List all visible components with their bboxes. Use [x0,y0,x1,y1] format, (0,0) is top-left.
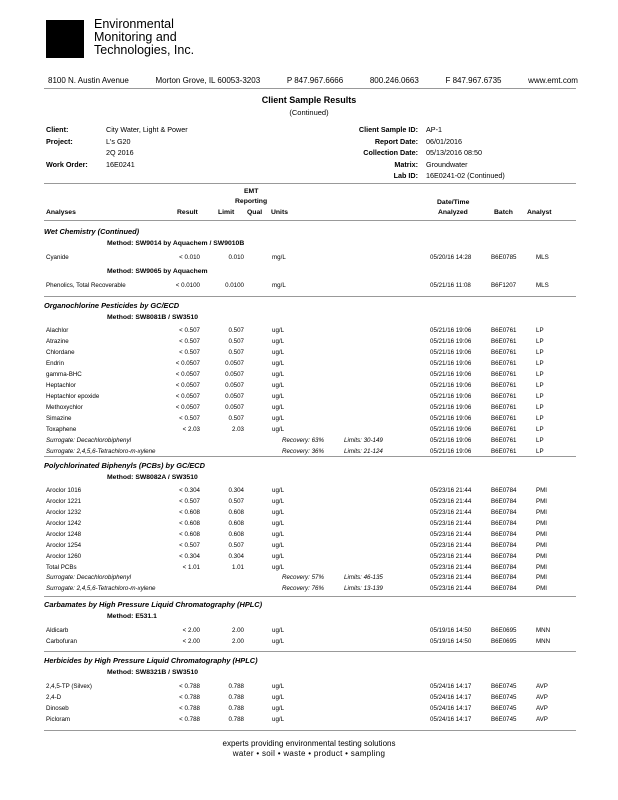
table-row [44,382,576,393]
reporting-limit: 0.507 [228,327,244,334]
batch: B6E0761 [491,437,517,444]
columns-divider [44,220,576,221]
reporting-limit: 0.0507 [225,404,244,411]
table-row [44,360,576,371]
batch: B6E0784 [491,553,517,560]
analyst: LP [536,327,544,334]
date-analyzed: 05/24/16 14:17 [430,705,472,712]
batch: B6E0784 [491,574,517,581]
footer-tagline: experts providing environmental testing solutions [222,739,396,748]
method-pcb: Method: SW8082A / SW3510 [107,474,198,481]
units: ug/L [272,404,285,411]
units: ug/L [272,487,285,494]
analyst: PMI [536,542,548,549]
col-datetime: Date/Time [437,199,470,206]
date-analyzed: 05/21/16 11:08 [430,282,471,289]
limits: Limits: 21-124 [344,448,383,455]
date-analyzed: 05/21/16 19:06 [430,426,472,433]
units: ug/L [272,694,285,701]
labid-label: Lab ID: [393,171,418,180]
date-analyzed: 05/23/16 21:44 [430,564,472,571]
units: ug/L [272,349,285,356]
workorder-label: Work Order: [46,160,88,169]
date-analyzed: 05/24/16 14:17 [430,683,472,690]
batch: B6E0785 [491,254,517,261]
collection-value: 05/13/2016 08:50 [426,148,482,157]
company-logo [46,20,84,58]
reporting-limit: 0.788 [228,716,244,723]
date-analyzed: 05/19/16 14:50 [430,627,472,634]
website: www.emt.com [528,76,578,85]
units: ug/L [272,553,285,560]
col-result: Result [177,209,198,216]
batch: B6E0761 [491,371,517,378]
analyst: AVP [536,683,548,690]
batch: B6E0784 [491,498,517,505]
reporting-limit: 0.304 [228,553,244,560]
section-organochlorine: Organochlorine Pesticides by GC/ECD [44,301,180,310]
units: ug/L [272,382,285,389]
units: ug/L [272,638,285,645]
analyte-name: Total PCBs [46,564,77,571]
batch: B6E0695 [491,627,517,634]
surrogate-row [44,585,576,596]
result: < 0.0507 [175,371,200,378]
matrix-label: Matrix: [394,160,418,169]
batch: B6E0761 [491,415,517,422]
analyst: LP [536,426,544,433]
date-analyzed: 05/20/16 14:28 [430,254,472,261]
batch: B6F1207 [491,282,517,289]
result: < 0.304 [179,487,200,494]
analyst: AVP [536,694,548,701]
table-row [44,520,576,531]
reporting-limit: 0.507 [228,498,244,505]
units: ug/L [272,716,285,723]
reporting-limit: 0.788 [228,683,244,690]
analyte-name: Dinoseb [46,705,69,712]
result: < 0.0507 [175,360,200,367]
analyst: LP [536,338,544,345]
analyte-name: Aroclor 1254 [46,542,82,549]
units: ug/L [272,683,285,690]
batch: B6E0784 [491,531,517,538]
analyst: MLS [536,254,549,261]
analyst: PMI [536,487,548,494]
table-row [44,487,576,498]
analyte-name: Aroclor 1016 [46,487,82,494]
table-row [44,694,576,705]
analyte-name: Heptachlor epoxide [46,393,100,400]
analyte-name: Methoxychlor [46,404,83,411]
col-emt: EMT [244,188,259,195]
section-divider [44,651,576,652]
batch: B6E0784 [491,487,517,494]
header-divider [44,88,576,89]
client-label: Client: [46,125,69,134]
analyte-name: Aroclor 1232 [46,509,82,516]
section-carbamates: Carbamates by High Pressure Liquid Chromatography (HPLC) [44,600,263,609]
date-analyzed: 05/21/16 19:06 [430,371,472,378]
date-analyzed: 05/23/16 21:44 [430,574,472,581]
col-reporting: Reporting [235,198,268,205]
units: mg/L [272,282,286,289]
table-row [44,349,576,360]
result: < 1.01 [182,564,200,571]
section-wet-chemistry: Wet Chemistry (Continued) [44,227,140,236]
date-analyzed: 05/21/16 19:06 [430,338,472,345]
company-line-2: Monitoring and [94,30,177,44]
table-row [44,498,576,509]
section-divider [44,596,576,597]
date-analyzed: 05/21/16 19:06 [430,349,472,356]
analyte-name: Cyanide [46,254,69,261]
date-analyzed: 05/21/16 19:06 [430,404,472,411]
analyst: LP [536,382,544,389]
batch: B6E0784 [491,564,517,571]
date-analyzed: 05/21/16 19:06 [430,393,472,400]
batch: B6E0745 [491,694,517,701]
project-value-2: 2Q 2016 [106,148,134,157]
analyst: PMI [536,553,548,560]
reporting-limit: 0.0507 [225,382,244,389]
analyte-name: Picloram [46,716,71,723]
date-analyzed: 05/21/16 19:06 [430,448,472,455]
fax: F 847.967.6735 [445,76,502,85]
method-wet-2: Method: SW9065 by Aquachem [107,268,208,275]
footer-services: water • soil • waste • product • sampling [232,749,386,758]
analyte-name: Aroclor 1260 [46,553,82,560]
date-analyzed: 05/23/16 21:44 [430,498,472,505]
result: < 0.507 [179,415,200,422]
table-row [44,254,576,265]
analyst: PMI [536,585,548,592]
client-value: City Water, Light & Power [106,125,188,134]
table-row [44,509,576,520]
analyst: LP [536,404,544,411]
recovery: Recovery: 76% [282,585,324,592]
analyte-name: Surrogate: Decachlorobiphenyl [46,574,131,581]
result: < 0.788 [179,705,200,712]
date-analyzed: 05/19/16 14:50 [430,638,472,645]
date-analyzed: 05/24/16 14:17 [430,716,472,723]
recovery: Recovery: 63% [282,437,324,444]
units: ug/L [272,360,285,367]
table-row [44,327,576,338]
result: < 0.507 [179,327,200,334]
analyst: PMI [536,531,548,538]
units: ug/L [272,509,285,516]
table-row [44,393,576,404]
info-divider [44,183,576,184]
analyte-name: Surrogate: Decachlorobiphenyl [46,437,131,444]
city-address: Morton Grove, IL 60053-3203 [155,76,261,85]
table-row [44,638,576,649]
result: < 2.00 [182,638,200,645]
reporting-limit: 0.507 [228,338,244,345]
units: ug/L [272,520,285,527]
analyst: PMI [536,498,548,505]
reporting-limit: 0.0507 [225,360,244,367]
col-qual: Qual [247,209,263,216]
table-row [44,705,576,716]
units: mg/L [272,254,286,261]
company-line-3: Technologies, Inc. [94,43,195,57]
company-line-1: Environmental [94,17,174,31]
date-analyzed: 05/21/16 19:06 [430,327,472,334]
col-units: Units [271,209,288,216]
col-analyses: Analyses [46,209,76,216]
matrix-value: Groundwater [426,160,468,169]
analyte-name: Surrogate: 2,4,5,6-Tetrachloro-m-xylene [46,585,156,592]
analyte-name: Aroclor 1248 [46,531,82,538]
table-row [44,627,576,638]
batch: B6E0784 [491,520,517,527]
method-wet-1: Method: SW9014 by Aquachem / SW9010B [107,240,245,247]
result: < 0.0507 [175,404,200,411]
analyst: MLS [536,282,549,289]
sampleid-label: Client Sample ID: [358,125,418,134]
phone: P 847.967.6666 [286,76,344,85]
batch: B6E0761 [491,327,517,334]
reporting-limit: 0.788 [228,694,244,701]
result: < 0.507 [179,498,200,505]
analyte-name: Surrogate: 2,4,5,6-Tetrachloro-m-xylene [46,448,156,455]
date-analyzed: 05/23/16 21:44 [430,542,472,549]
units: ug/L [272,627,285,634]
units: ug/L [272,498,285,505]
result: < 2.00 [182,627,200,634]
analyte-name: Alachlor [46,327,69,334]
limits: Limits: 30-149 [344,437,383,444]
street-address: 8100 N. Austin Avenue [48,76,129,85]
method-carb: Method: E531.1 [107,613,157,620]
batch: B6E0695 [491,638,517,645]
result: < 0.608 [179,531,200,538]
reporting-limit: 0.507 [228,415,244,422]
batch: B6E0761 [491,426,517,433]
result: < 0.788 [179,683,200,690]
units: ug/L [272,705,285,712]
project-label: Project: [46,137,73,146]
section-divider [44,296,576,297]
surrogate-row [44,574,576,585]
analyst: PMI [536,520,548,527]
analyte-name: Endrin [46,360,64,367]
analyst: AVP [536,705,548,712]
table-row [44,415,576,426]
analyte-name: Aroclor 1221 [46,498,82,505]
analyte-name: Aroclor 1242 [46,520,82,527]
reporting-limit: 0.608 [228,509,244,516]
date-analyzed: 05/23/16 21:44 [430,553,472,560]
col-analyzed: Analyzed [438,209,468,216]
reporting-limit: 2.03 [231,426,244,433]
reporting-limit: 0.0100 [225,282,244,289]
date-analyzed: 05/23/16 21:44 [430,509,472,516]
batch: B6E0761 [491,382,517,389]
date-analyzed: 05/23/16 21:44 [430,487,472,494]
address-bar [48,76,578,85]
result: < 0.507 [179,338,200,345]
analyte-name: Simazine [46,415,72,422]
analyte-name: 2,4,5-TP (Silvex) [46,683,92,690]
analyte-name: Atrazine [46,338,69,345]
date-analyzed: 05/21/16 19:06 [430,437,472,444]
analyst: AVP [536,716,548,723]
result: < 0.304 [179,553,200,560]
section-divider [44,456,576,457]
analyte-name: Chlordane [46,349,75,356]
footer-divider [44,730,576,731]
batch: B6E0784 [491,509,517,516]
analyst: LP [536,415,544,422]
table-row [44,371,576,382]
date-analyzed: 05/24/16 14:17 [430,694,472,701]
result: < 0.608 [179,509,200,516]
collection-label: Collection Date: [363,148,418,157]
table-row [44,542,576,553]
surrogate-row [44,437,576,448]
date-analyzed: 05/23/16 21:44 [430,585,472,592]
table-row [44,338,576,349]
batch: B6E0745 [491,716,517,723]
analyte-name: Heptachlor [46,382,76,389]
batch: B6E0745 [491,705,517,712]
analyst: LP [536,437,544,444]
analyst: MNN [536,627,551,634]
col-analyst: Analyst [527,209,552,216]
section-herbicides: Herbicides by High Pressure Liquid Chromatography (HPLC) [44,656,258,665]
analyte-name: gamma-BHC [46,371,82,378]
table-row [44,282,576,293]
units: ug/L [272,542,285,549]
batch: B6E0761 [491,448,517,455]
result: < 0.0100 [175,282,200,289]
reporting-limit: 0.608 [228,531,244,538]
analyst: LP [536,448,544,455]
reportdate-label: Report Date: [374,137,418,146]
company-name [94,18,194,57]
date-analyzed: 05/21/16 19:06 [430,360,472,367]
reportdate-value: 06/01/2016 [426,137,462,146]
batch: B6E0745 [491,683,517,690]
analyst: PMI [536,574,548,581]
project-value-1: L's G20 [106,137,131,146]
analyst: LP [536,393,544,400]
date-analyzed: 05/23/16 21:44 [430,531,472,538]
batch: B6E0761 [491,393,517,400]
method-herb: Method: SW8321B / SW3510 [107,669,199,676]
batch: B6E0784 [491,585,517,592]
batch: B6E0784 [491,542,517,549]
units: ug/L [272,426,285,433]
table-row [44,426,576,437]
units: ug/L [272,531,285,538]
analyst: LP [536,360,544,367]
reporting-limit: 0.507 [228,542,244,549]
analyte-name: 2,4-D [46,694,62,701]
table-row [44,716,576,727]
col-batch: Batch [494,209,513,216]
reporting-limit: 2.00 [231,638,244,645]
units: ug/L [272,338,285,345]
page-subtitle: (Continued) [289,108,329,117]
analyte-name: Carbofuran [46,638,77,645]
recovery: Recovery: 36% [282,448,324,455]
labid-value: 16E0241-02 (Continued) [426,171,505,180]
reporting-limit: 0.304 [228,487,244,494]
result: < 0.788 [179,694,200,701]
page-title: Client Sample Results [261,95,357,105]
reporting-limit: 1.01 [231,564,244,571]
result: < 2.03 [182,426,200,433]
analyte-name: Toxaphene [46,426,77,433]
batch: B6E0761 [491,360,517,367]
result: < 0.788 [179,716,200,723]
result: < 0.0507 [175,382,200,389]
reporting-limit: 0.608 [228,520,244,527]
reporting-limit: 0.010 [228,254,244,261]
batch: B6E0761 [491,404,517,411]
analyte-name: Aldicarb [46,627,69,634]
batch: B6E0761 [491,349,517,356]
section-pcbs: Polychlorinated Biphenyls (PCBs) by GC/ECD [44,461,205,470]
reporting-limit: 0.507 [228,349,244,356]
limits: Limits: 13-139 [344,585,383,592]
result: < 0.010 [179,254,200,261]
method-oc: Method: SW8081B / SW3510 [107,314,199,321]
date-analyzed: 05/21/16 19:06 [430,415,472,422]
surrogate-row [44,448,576,459]
analyst: PMI [536,509,548,516]
units: ug/L [272,415,285,422]
col-limit: Limit [218,209,235,216]
reporting-limit: 0.0507 [225,393,244,400]
table-row [44,683,576,694]
units: ug/L [272,393,285,400]
date-analyzed: 05/23/16 21:44 [430,520,472,527]
result: < 0.507 [179,349,200,356]
units: ug/L [272,327,285,334]
table-row [44,553,576,564]
analyst: MNN [536,638,551,645]
table-row [44,531,576,542]
reporting-limit: 0.788 [228,705,244,712]
tollfree-phone: 800.246.0663 [369,76,419,85]
result: < 0.0507 [175,393,200,400]
result: < 0.507 [179,542,200,549]
analyst: LP [536,349,544,356]
analyte-name: Phenolics, Total Recoverable [46,282,126,289]
analyst: LP [536,371,544,378]
units: ug/L [272,564,285,571]
units: ug/L [272,371,285,378]
analyst: PMI [536,564,548,571]
limits: Limits: 46-135 [344,574,383,581]
batch: B6E0761 [491,338,517,345]
workorder-value: 16E0241 [106,160,135,169]
date-analyzed: 05/21/16 19:06 [430,382,472,389]
recovery: Recovery: 57% [282,574,324,581]
reporting-limit: 0.0507 [225,371,244,378]
reporting-limit: 2.00 [231,627,244,634]
sampleid-value: AP-1 [426,125,442,134]
result: < 0.608 [179,520,200,527]
table-row [44,404,576,415]
